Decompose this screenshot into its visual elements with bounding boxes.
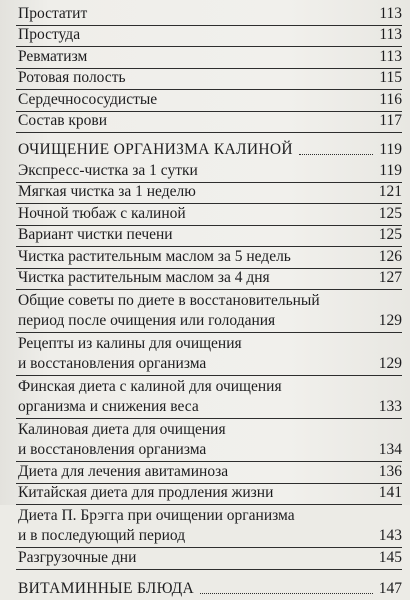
toc-entry (16, 376, 402, 419)
toc-entry-title: Калиновая диета для очищения и восстановления организма (18, 421, 226, 458)
toc-entry (16, 90, 402, 112)
toc-entry-page: 129 (378, 312, 402, 329)
toc-entry-title: Чистка растительным маслом за 5 недель (18, 247, 291, 265)
toc-entry (16, 505, 402, 548)
toc-entry-page: 119 (379, 161, 402, 179)
section-page: 119 (379, 141, 402, 158)
toc-entry-title: Разгрузочные дни (18, 548, 137, 566)
toc-entry-page: 143 (378, 527, 402, 544)
toc-entry-page: 116 (379, 90, 402, 108)
toc-entry-page: 113 (379, 4, 402, 22)
toc-entry (16, 419, 402, 462)
toc-entry-title: Диета П. Брэгга при очищении организма и в последующий период (18, 507, 295, 544)
toc-entry (16, 247, 402, 269)
toc-entry (16, 333, 402, 376)
toc-entry-page: 134 (378, 441, 402, 458)
toc-entry (16, 204, 402, 226)
toc-entry (16, 269, 402, 291)
toc-entry-page: 121 (378, 183, 402, 200)
toc-entry-title: Простуда (18, 26, 81, 43)
toc-entry (16, 69, 402, 91)
toc-section-heading (16, 576, 402, 600)
toc-section-heading (16, 137, 402, 161)
leader-dots (299, 154, 374, 155)
section-page: 147 (378, 579, 402, 597)
toc-entry-title: Ротовая полость (18, 69, 126, 86)
toc-entry-title: Ревматизм (18, 47, 88, 65)
toc-entry-title: Вариант чистки печени (18, 226, 173, 243)
toc-entry-title: Сердечнососудистые (18, 90, 158, 108)
toc-entry (16, 290, 402, 333)
toc-entry (16, 112, 402, 134)
table-of-contents (16, 4, 402, 600)
toc-entry-title: Общие советы по диете в восстановительный период после очищения или голодания (18, 292, 320, 329)
section-title: ВИТАМИННЫЕ БЛЮДА (18, 579, 195, 597)
toc-entry (16, 183, 402, 205)
toc-entry-page: 145 (378, 548, 402, 566)
toc-entry (16, 161, 402, 183)
toc-entry (16, 548, 402, 570)
toc-entry-page: 127 (378, 269, 402, 286)
section-title: ОЧИЩЕНИЕ ОРГАНИЗМА КАЛИНОЙ (18, 141, 293, 158)
toc-entry-title: Рецепты из калины для очищения и восстановления организма (18, 335, 242, 372)
toc-entry-page: 117 (379, 112, 402, 129)
toc-entry (16, 484, 402, 506)
toc-entry-title: Диета для лечения авитаминоза (18, 462, 229, 480)
toc-entry-page: 115 (379, 69, 402, 86)
toc-entry-page: 125 (378, 204, 402, 222)
toc-entry-title: Простатит (18, 4, 88, 22)
leader-dots (200, 593, 373, 594)
toc-entry-page: 113 (379, 47, 402, 65)
toc-entry (16, 26, 402, 48)
toc-entry-page: 126 (378, 247, 402, 265)
toc-entry-page: 129 (378, 355, 402, 372)
toc-entry (16, 4, 402, 26)
toc-entry (16, 462, 402, 484)
toc-entry-title: Чистка растительным маслом за 4 дня (18, 269, 270, 286)
toc-entry-page: 125 (378, 226, 402, 243)
toc-entry-title: Мягкая чистка за 1 неделю (18, 183, 196, 200)
toc-entry-page: 136 (378, 462, 402, 480)
toc-entry-title: Финская диета с калиной для очищения организма и снижения веса (18, 378, 282, 415)
toc-entry-page: 133 (378, 398, 402, 415)
toc-entry-title: Ночной тюбаж с калиной (18, 204, 186, 222)
toc-entry-title: Экспресс-чистка за 1 сутки (18, 161, 198, 179)
toc-entry-title: Китайская диета для продления жизни (18, 484, 274, 501)
toc-entry-page: 113 (379, 26, 402, 43)
toc-entry-title: Состав крови (18, 112, 108, 129)
toc-entry (16, 47, 402, 69)
toc-entry (16, 226, 402, 248)
toc-entry-page: 141 (378, 484, 402, 501)
